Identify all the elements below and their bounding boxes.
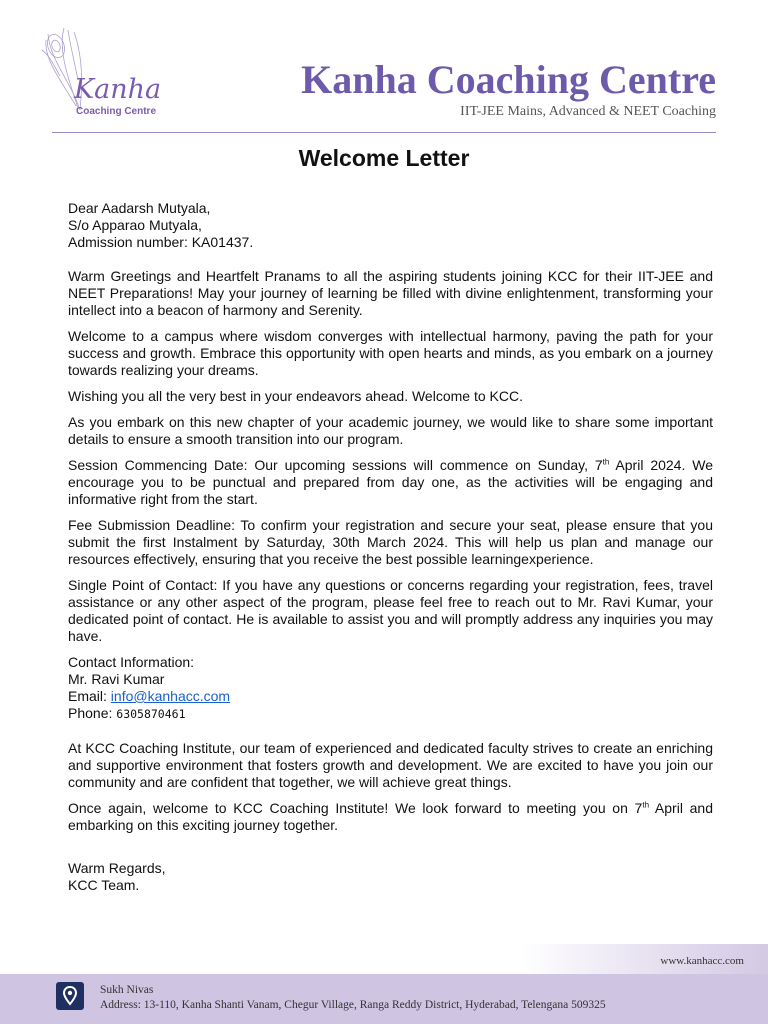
session-text-start: Session Commencing Date: Our upcoming sessions will commence on Sunday, 7 (68, 457, 603, 473)
location-pin-icon (56, 982, 84, 1010)
paragraph-greetings: Warm Greetings and Heartfelt Pranams to all the aspiring students joining KCC for their IIT-JEE and NEET Preparations! May your journey of learning be filled with divine enlightenment, transforming your intellect into a beacon of harmony and Serenity. (68, 268, 713, 318)
closing: Warm Regards, (68, 860, 166, 876)
contact-name: Mr. Ravi Kumar (68, 671, 165, 687)
letter-title: Welcome Letter (298, 145, 470, 171)
brand-name: Kanha Coaching Centre (301, 57, 716, 102)
contact-block (68, 654, 713, 723)
logo-wordmark: Kanha (74, 74, 162, 105)
once-again-text-start: Once again, welcome to KCC Coaching Institute! We look forward to meeting you on 7 (68, 800, 643, 816)
student-name: Aadarsh Mutyala (101, 200, 207, 216)
parent-name: Apparao Mutyala (92, 217, 198, 233)
kanha-logo (40, 20, 170, 120)
brand-block (301, 58, 716, 120)
footer-address: Address: 13-110, Kanha Shanti Vanam, Chegur Village, Ranga Reddy District, Hyderabad, Telengana 509325 (100, 999, 606, 1011)
paragraph-session-date (68, 457, 713, 508)
signature: KCC Team. (68, 877, 140, 893)
paragraph-welcome: Welcome to a campus where wisdom converges with intellectual harmony, paving the path for your success and growth. Embrace this opportunity with open hearts and minds, as you embark on a journey towards realizing your dreams. (68, 328, 713, 378)
email-label: Email: (68, 688, 111, 704)
phone-label: Phone: (68, 705, 117, 721)
brand-tagline: IIT-JEE Mains, Advanced & NEET Coaching (460, 104, 716, 119)
admission-prefix: Admission number: (68, 234, 192, 250)
letter-body (68, 200, 713, 894)
footer-place: Sukh Nivas (100, 984, 154, 996)
peacock-feather-icon (40, 20, 170, 120)
email-link[interactable]: info@kanhacc.com (110, 688, 231, 704)
header-divider (52, 132, 716, 133)
paragraph-fee-deadline: Fee Submission Deadline: To confirm your registration and secure your seat, please ensure that you submit the first Instalment by Saturday, 30th March 2024. This will help us plan and manage our resources effectively, ensuring that you receive the best possible learningexperience. (68, 517, 713, 567)
contact-heading: Contact Information: (68, 654, 195, 670)
phone-number: 6305870461 (116, 707, 186, 721)
footer-address-block (100, 983, 606, 1013)
session-text-end: April 2024. We encourage you to be punctual and prepared from day one, as the activities will be engaging and informative right from the start. (68, 457, 713, 507)
once-again-ordinal: th (642, 800, 650, 810)
paragraph-once-again (68, 800, 713, 834)
dear-prefix: Dear (68, 200, 102, 216)
session-ordinal: th (602, 457, 610, 467)
paragraph-new-chapter: As you embark on this new chapter of your academic journey, we would like to share some important details to ensure a smooth transition into our program. (68, 414, 713, 447)
admission-number: KA01437 (191, 234, 250, 250)
salutation-block: Dear Aadarsh Mutyala, S/o Apparao Mutyala, Admission number: KA01437. (68, 200, 254, 250)
paragraph-contact-point: Single Point of Contact: If you have any questions or concerns regarding your registration, fees, travel assistance or any other aspect of the program, please feel free to reach out to Mr. Ravi Kumar, your dedicated point of contact. He is available to assist you and will promptly address any inquiries you may have. (68, 577, 713, 644)
paragraph-faculty: At KCC Coaching Institute, our team of experienced and dedicated faculty strives to create an enriching and supportive environment that fosters growth and development. We are excited to have you join our community and are confident that together, we will achieve great things. (68, 740, 713, 790)
logo-subtext: Coaching Centre (76, 106, 157, 117)
son-of-prefix: S/o (68, 217, 93, 233)
website-text: www.kanhacc.com (660, 955, 744, 967)
once-again-text-end: April and embarking on this exciting journey together. (68, 800, 713, 833)
paragraph-wishes: Wishing you all the very best in your endeavors ahead. Welcome to KCC. (68, 388, 523, 404)
